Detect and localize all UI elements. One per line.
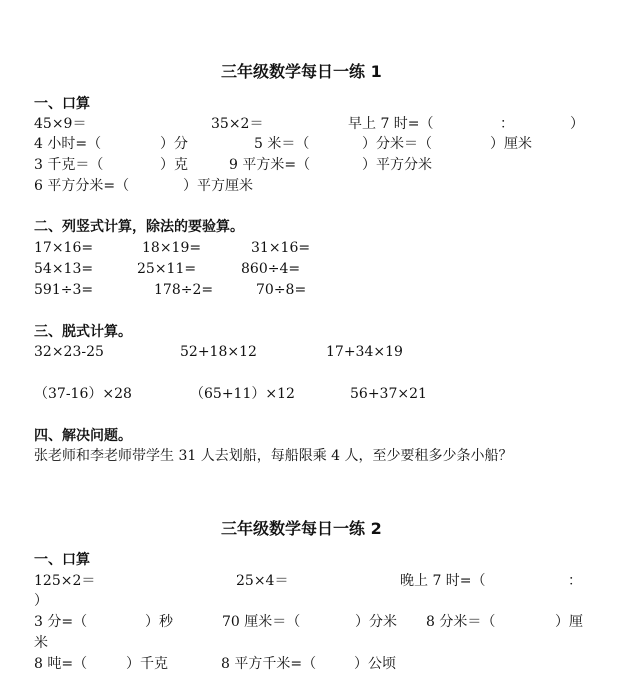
ws1-expr-6: 56+37×21 xyxy=(350,386,427,402)
ws2-item-close-paren: ） xyxy=(34,593,48,609)
ws1-section-2-heading: 二、列竖式计算，除法的要验算。 xyxy=(34,219,244,235)
ws2-item-70-cm: 70 厘米＝（ xyxy=(222,614,301,630)
ws2-item-3-min: 3 分=（ xyxy=(34,614,88,630)
ws1-expr-3: 17+34×19 xyxy=(326,344,403,360)
ws1-item-6-sq-dm: 6 平方分米=（ xyxy=(34,178,130,194)
ws1-expr-1: 32×23-25 xyxy=(34,344,104,360)
ws2-item-25x4: 25×4＝ xyxy=(236,573,289,589)
ws1-section-3-heading: 三、脱式计算。 xyxy=(34,324,132,340)
ws1-calc-70div8: 70÷8= xyxy=(256,282,307,298)
worksheet-1-title: 三年级数学每日一练 1 xyxy=(221,62,382,81)
ws1-calc-591div3: 591÷3= xyxy=(34,282,94,298)
worksheet-2-title: 三年级数学每日一练 2 xyxy=(221,519,382,538)
ws1-calc-54x13: 54×13= xyxy=(34,261,94,277)
ws1-word-problem: 张老师和李老师带学生 31 人去划船，每船限乘 4 人，至少要租多少条小船？ xyxy=(34,448,513,464)
ws2-item-8-dm: 8 分米＝（ xyxy=(426,614,496,630)
ws1-item-sq-cm: ）平方厘米 xyxy=(183,178,253,194)
ws2-item-kg: ）千克 xyxy=(126,656,168,672)
ws2-item-8-sq-km: 8 平方千米=（ xyxy=(221,656,317,672)
ws2-item-evening-7: 晚上 7 时=（ xyxy=(400,573,486,589)
ws2-item-125x2: 125×2＝ xyxy=(34,573,96,589)
ws2-section-1-heading: 一、口算 xyxy=(34,552,90,568)
ws1-calc-860div4: 860÷4= xyxy=(241,261,301,277)
ws1-item-9-sq-m: 9 平方米=（ xyxy=(229,157,311,173)
ws2-item-seconds: ）秒 xyxy=(145,614,173,630)
ws2-item-colon: ： xyxy=(568,573,582,589)
ws2-item-cm-part2: 米 xyxy=(34,635,48,651)
ws1-item-decimeters: ）分米＝（ xyxy=(362,136,432,152)
ws1-item-4-hours: 4 小时=（ xyxy=(34,136,102,152)
ws1-item-morning-7: 早上 7 时=（ xyxy=(348,116,434,132)
ws1-section-1-heading: 一、口算 xyxy=(34,96,90,112)
ws1-expr-2: 52+18×12 xyxy=(180,344,257,360)
ws1-calc-178div2: 178÷2= xyxy=(154,282,214,298)
ws1-calc-25x11: 25×11= xyxy=(137,261,197,277)
ws1-item-minutes: ）分 xyxy=(160,136,188,152)
ws1-item-sq-dm: ）平方分米 xyxy=(362,157,432,173)
ws1-expr-4: （37-16）×28 xyxy=(34,386,132,402)
ws1-section-4-heading: 四、解决问题。 xyxy=(34,428,132,444)
ws2-item-hectares: ）公顷 xyxy=(354,656,396,672)
ws2-item-8-tons: 8 吨=（ xyxy=(34,656,88,672)
ws1-item-45x9: 45×9＝ xyxy=(34,116,87,132)
ws1-item-grams: ）克 xyxy=(160,157,188,173)
ws1-item-centimeters: ）厘米 xyxy=(490,136,532,152)
ws1-calc-31x16: 31×16= xyxy=(251,240,311,256)
ws2-item-dm: ）分米 xyxy=(355,614,397,630)
ws1-item-close-paren: ） xyxy=(570,116,584,132)
ws1-item-5-meters: 5 米＝（ xyxy=(254,136,310,152)
ws1-item-3-kg: 3 千克＝（ xyxy=(34,157,104,173)
ws1-calc-17x16: 17×16= xyxy=(34,240,94,256)
ws1-expr-5: （65+11）×12 xyxy=(190,386,295,402)
ws1-calc-18x19: 18×19= xyxy=(142,240,202,256)
ws2-item-cm-part1: ）厘 xyxy=(555,614,583,630)
ws1-item-colon: ： xyxy=(500,116,514,132)
ws1-item-35x2: 35×2＝ xyxy=(211,116,264,132)
